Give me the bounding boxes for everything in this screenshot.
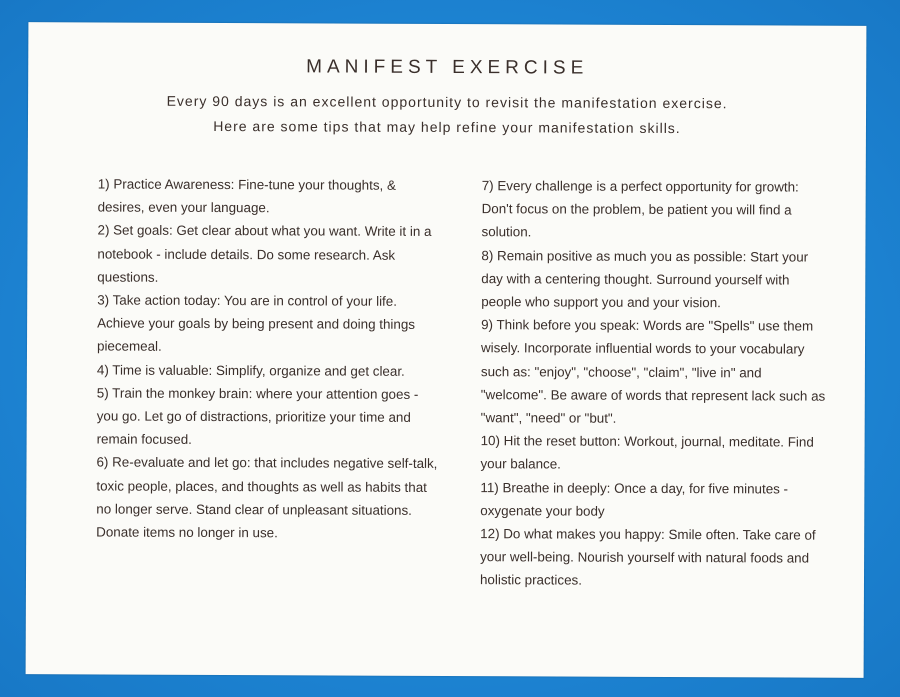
card-title: MANIFEST EXERCISE	[306, 56, 589, 79]
card-subtitle-line-2: Here are some tips that may help refine your manifestation skills.	[213, 117, 681, 137]
tip-11: 11) Breathe in deeply: Once a day, for five minutes - oxygenate your body	[480, 479, 789, 519]
tip-10: 10) Hit the reset button: Workout, journal, meditate. Find your balance.	[480, 433, 814, 472]
tips-column-right	[480, 174, 827, 593]
tips-column-left	[96, 172, 443, 545]
tip-5: 5) Train the monkey brain: where your attention goes - you go. Let go of distractions, prioritize your time and remain focused.	[96, 385, 419, 448]
tip-7: 7) Every challenge is a perfect opportunity for growth: Don't focus on the problem, be patient you will find a solution.	[481, 178, 799, 240]
card-subtitle-line-1: Every 90 days is an excellent opportunity to revisit the manifestation exercise.	[166, 92, 728, 112]
tip-8: 8) Remain positive as much you as possible: Start your day with a centering thought. Surround yourself with people who support you and your vision.	[481, 247, 809, 311]
tip-12: 12) Do what makes you happy: Smile often. Take care of your well-being. Nourish yourself with natural foods and holistic practices.	[479, 526, 816, 589]
tip-6: 6) Re-evaluate and let go: that includes negative self-talk, toxic people, places, and thoughts as well as habits that no longer serve. Stand clear of unpleasant situations. Donate items no longer in use.	[96, 454, 438, 541]
tip-1: 1) Practice Awareness: Fine-tune your thoughts, & desires, even your language.	[97, 176, 396, 216]
tip-3: 3) Take action today: You are in control of your life. Achieve your goals by being present and doing things piecemeal.	[96, 292, 416, 355]
tip-2: 2) Set goals: Get clear about what you want. Write it in a notebook - include details. Do some research. Ask questions.	[97, 222, 432, 285]
tip-4: 4) Time is valuable: Simplify, organize and get clear.	[96, 362, 405, 379]
tip-9: 9) Think before you speak: Words are "Spells" use them wisely. Incorporate influential words to your vocabulary such as: "enjoy", "choose", "claim", "live in" and "welcome". Be aware of words that represent lack such as "want", "need" or "but".	[480, 317, 826, 426]
manifest-card	[26, 22, 867, 678]
